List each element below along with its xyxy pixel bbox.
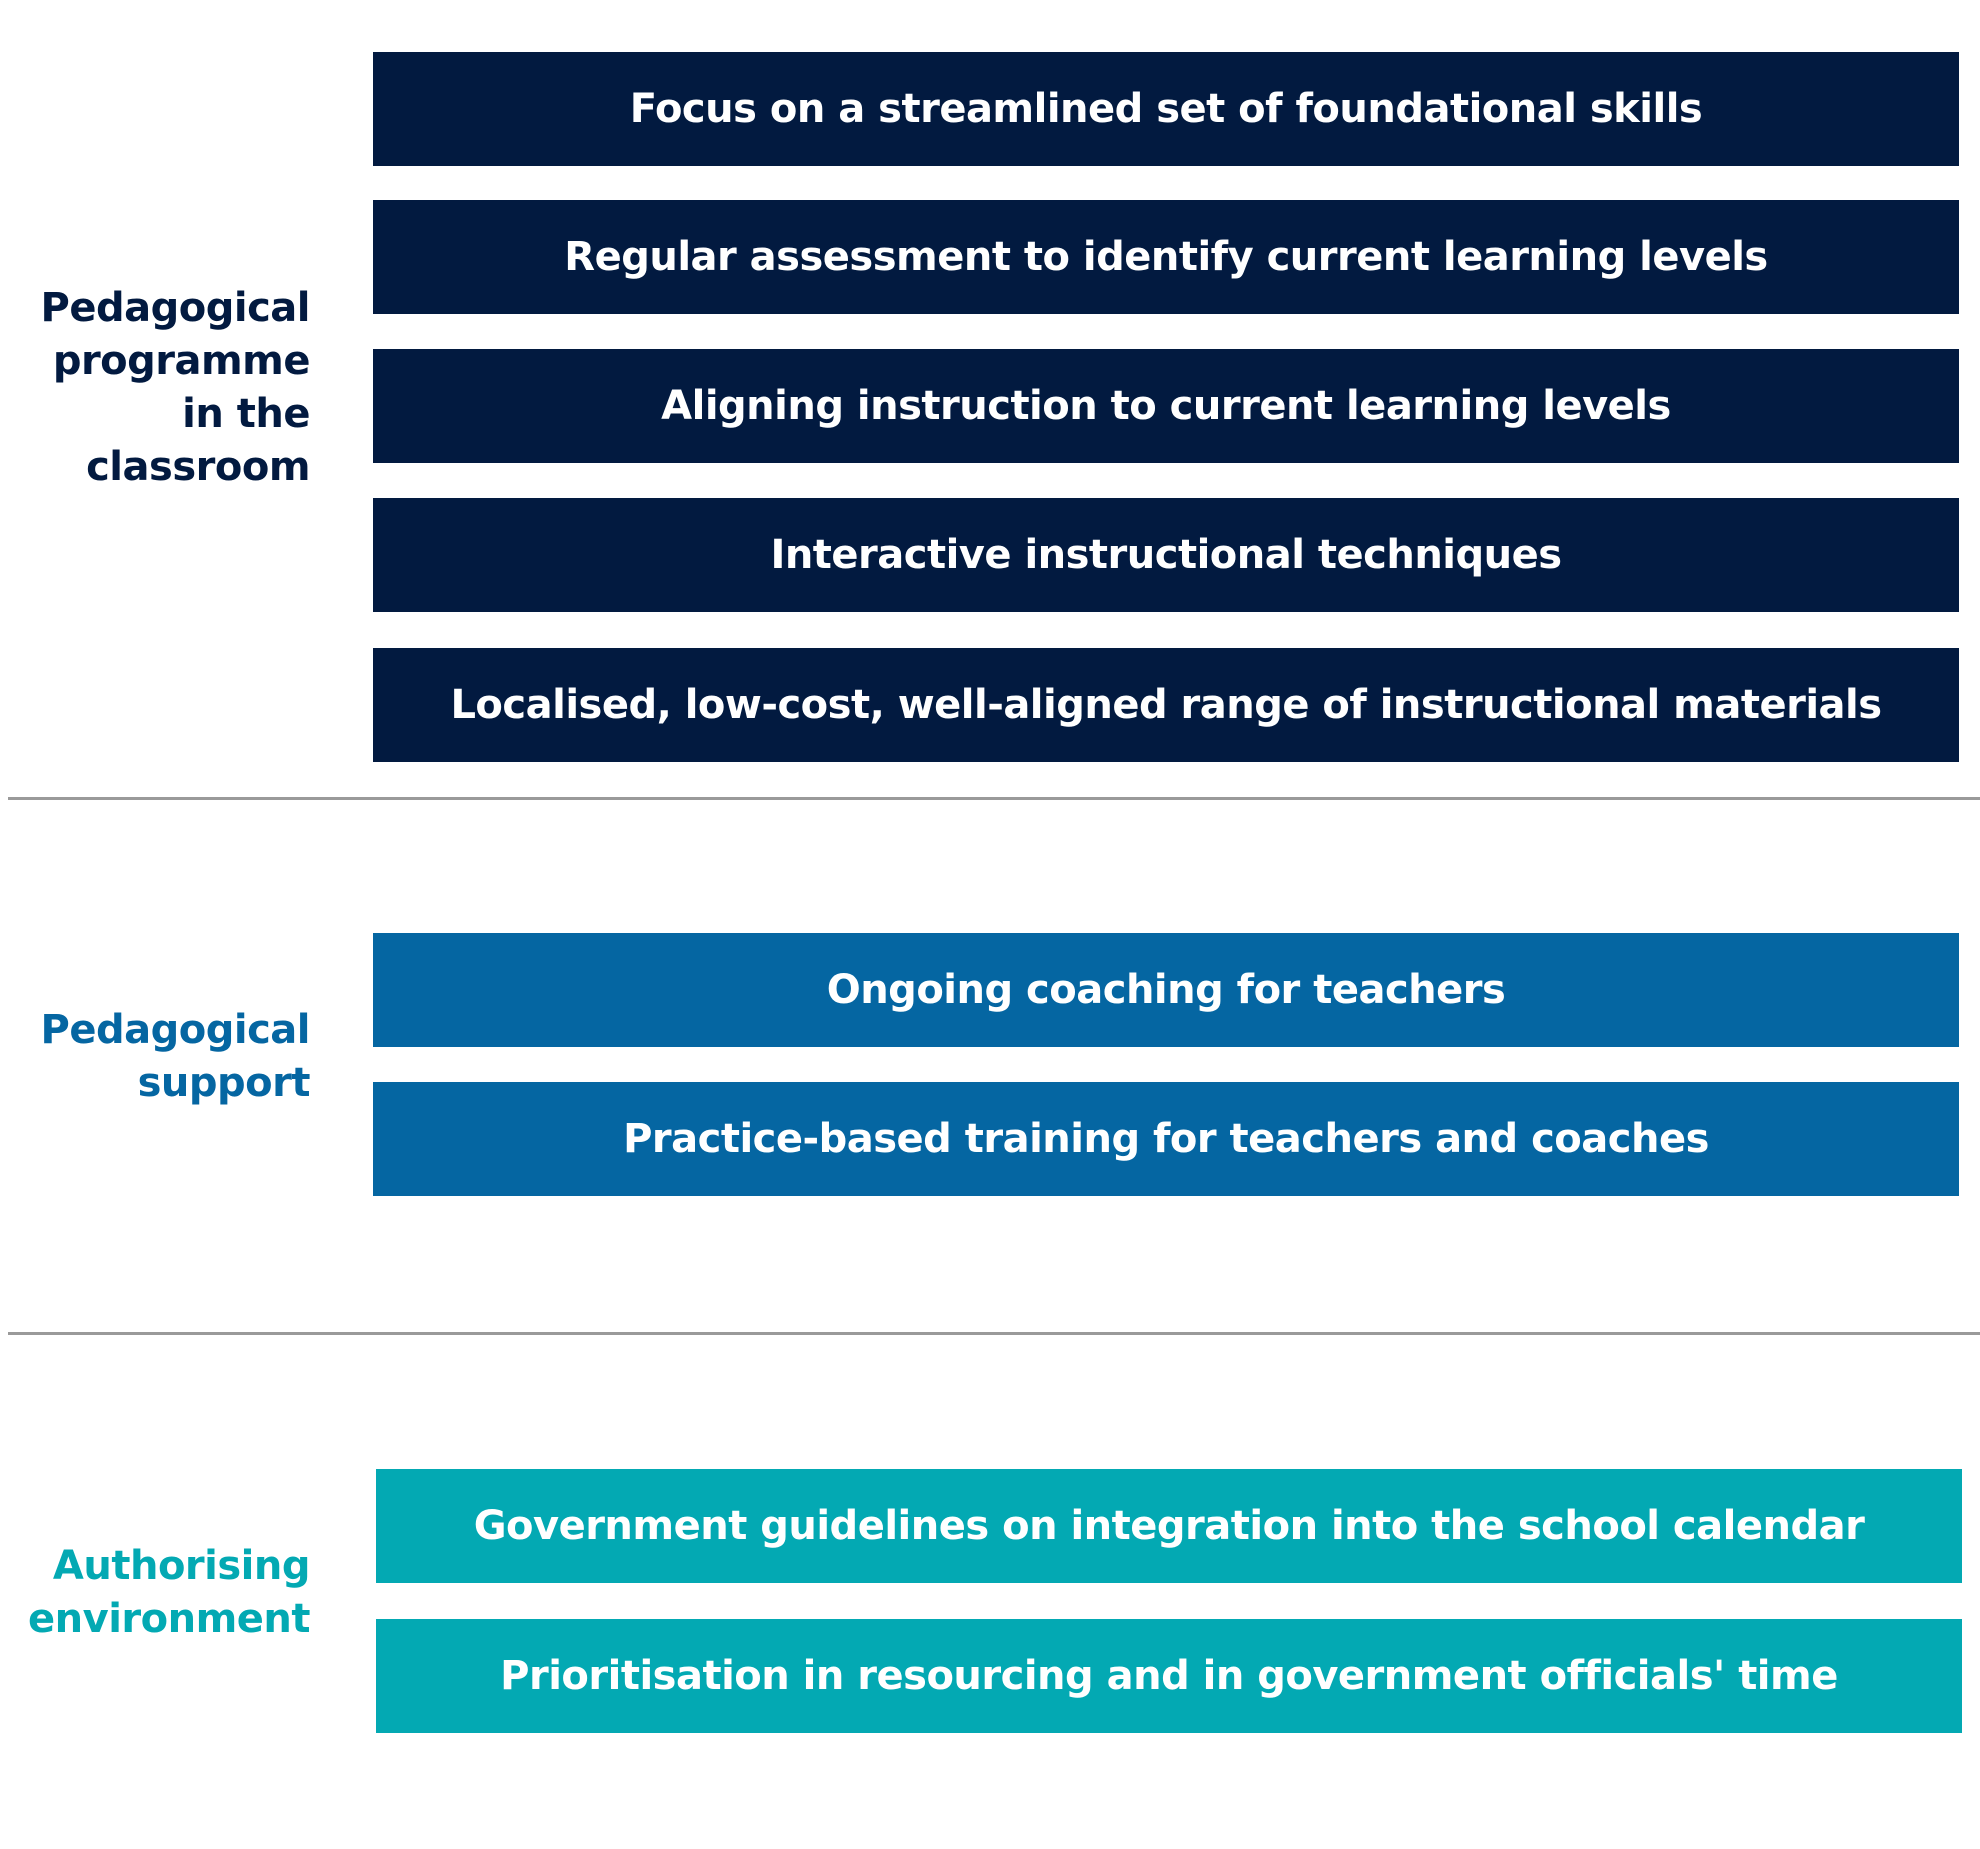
classroom-item-foundational-skills: Focus on a streamlined set of foundational skills	[373, 52, 1959, 166]
support-item-ongoing-coaching: Ongoing coaching for teachers	[373, 933, 1959, 1047]
authorising-item-government-guidelines: Government guidelines on integration into the school calendar	[376, 1469, 1962, 1583]
classroom-item-instructional-materials: Localised, low-cost, well-aligned range of instructional materials	[373, 648, 1959, 762]
classroom-item-regular-assessment: Regular assessment to identify current learning levels	[373, 200, 1959, 314]
section-label-line: classroom	[86, 444, 310, 490]
section-label-line: programme	[52, 338, 310, 384]
section-label-authorising	[28, 1540, 310, 1646]
classroom-item-aligning-instruction: Aligning instruction to current learning levels	[373, 349, 1959, 463]
section-divider	[8, 1332, 1980, 1335]
section-label-support	[41, 1004, 310, 1110]
authorising-item-prioritisation: Prioritisation in resourcing and in government officials' time	[376, 1619, 1962, 1733]
support-item-practice-training: Practice-based training for teachers and coaches	[373, 1082, 1959, 1196]
classroom-item-interactive-techniques: Interactive instructional techniques	[373, 498, 1959, 612]
section-label-line: Pedagogical	[40, 1007, 310, 1053]
section-label-classroom	[41, 282, 310, 494]
section-label-line: in the	[182, 391, 310, 437]
section-label-line: Authorising	[52, 1543, 310, 1589]
section-divider	[8, 797, 1980, 800]
section-label-line: environment	[28, 1596, 310, 1642]
section-label-line: Pedagogical	[40, 285, 310, 331]
section-label-line: support	[137, 1060, 310, 1106]
